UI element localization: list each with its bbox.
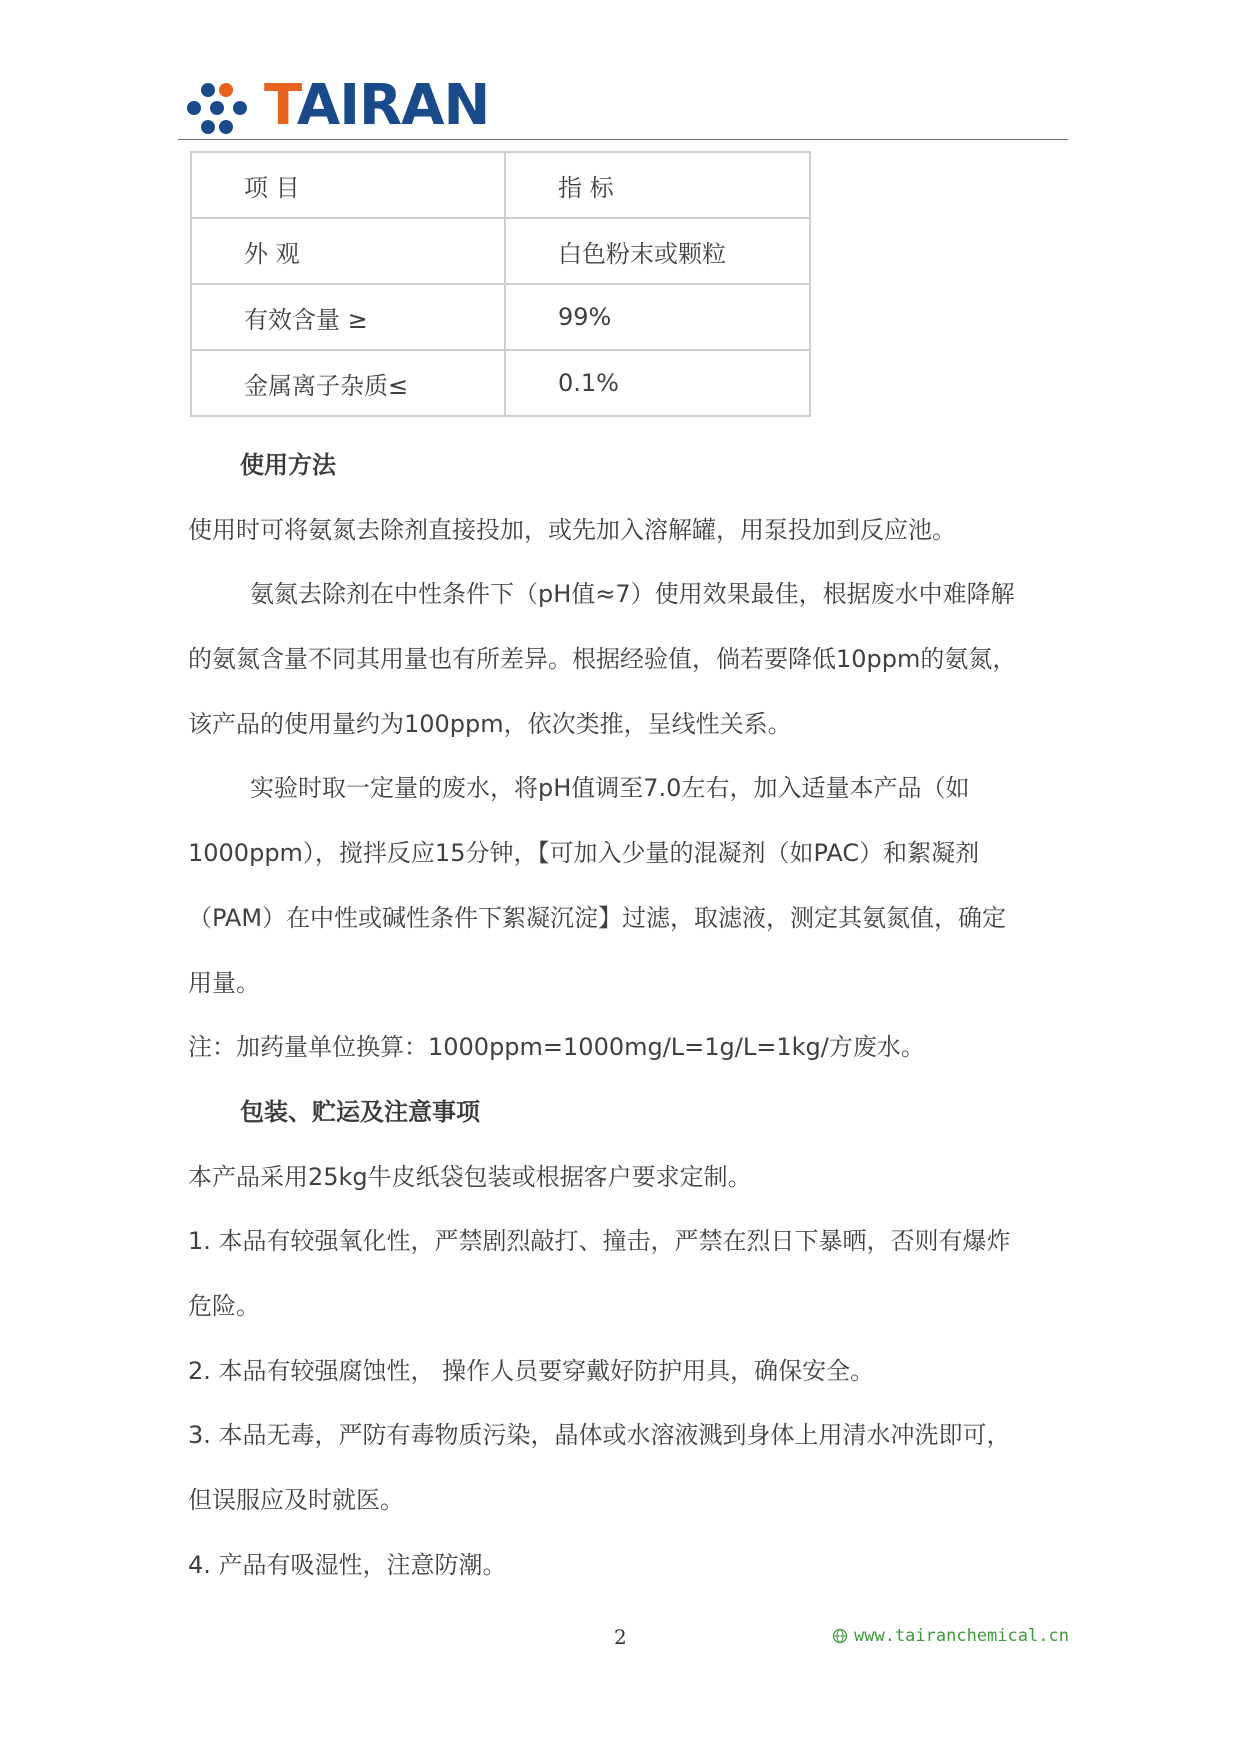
table-cell: 0.1% [505,350,810,416]
usage-paragraph: 1000ppm），搅拌反应15分钟，【可加入少量的混凝剂（如PAC）和絮凝剂 [188,839,980,867]
table-row [191,350,810,416]
logo-dots-icon [186,82,248,138]
table-row [191,218,810,284]
usage-paragraph: 该产品的使用量约为100ppm，依次类推，呈线性关系。 [188,710,792,738]
list-item: 但误服应及时就医。 [188,1486,404,1514]
list-item: 4. 产品有吸湿性，注意防潮。 [188,1551,507,1579]
usage-paragraph: 实验时取一定量的废水，将pH值调至7.0左右，加入适量本产品（如 [250,774,970,802]
table-cell: 99% [505,284,810,350]
table-cell: 外 观 [191,218,505,284]
globe-icon [832,1628,848,1644]
usage-paragraph: 使用时可将氨氮去除剂直接投加，或先加入溶解罐，用泵投加到反应池。 [188,516,956,544]
header [186,73,1066,138]
website-url: www.tairanchemical.cn [854,1626,1069,1646]
table-cell: 指 标 [505,152,810,218]
table-cell: 项 目 [191,152,505,218]
list-item: 危险。 [188,1292,260,1320]
usage-paragraph: 的氨氮含量不同其用量也有所差异。根据经验值，倘若要降低10ppm的氨氮， [188,645,1017,673]
website-link[interactable] [832,1626,1069,1646]
table-row [191,284,810,350]
table-cell: 金属离子杂质≤ [191,350,505,416]
table-cell: 有效含量 ≥ [191,284,505,350]
usage-paragraph: 氨氮去除剂在中性条件下（pH值≈7）使用效果最佳，根据废水中难降解 [250,580,1015,608]
usage-paragraph: 用量。 [188,969,260,997]
page-number: 2 [614,1625,627,1649]
brand-logo: TAIRAN [264,73,490,138]
list-item: 2. 本品有较强腐蚀性， 操作人员要穿戴好防护用具，确保安全。 [188,1357,875,1385]
packaging-heading: 包装、贮运及注意事项 [240,1098,480,1126]
header-divider [178,139,1068,140]
list-item: 1. 本品有较强氧化性，严禁剧烈敲打、撞击，严禁在烈日下暴晒，否则有爆炸 [188,1227,1011,1255]
usage-note: 注：加药量单位换算：1000ppm=1000mg/L=1g/L=1kg/方废水。 [188,1033,925,1061]
spec-table [190,151,811,417]
table-row [191,152,810,218]
usage-paragraph: （PAM）在中性或碱性条件下絮凝沉淀】过滤，取滤液，测定其氨氮值，确定 [188,904,1007,932]
list-item: 3. 本品无毒，严防有毒物质污染，晶体或水溶液溅到身体上用清水冲洗即可， [188,1421,1011,1449]
packaging-paragraph: 本产品采用25kg牛皮纸袋包装或根据客户要求定制。 [188,1163,752,1191]
table-cell: 白色粉末或颗粒 [505,218,810,284]
usage-heading: 使用方法 [240,451,336,479]
